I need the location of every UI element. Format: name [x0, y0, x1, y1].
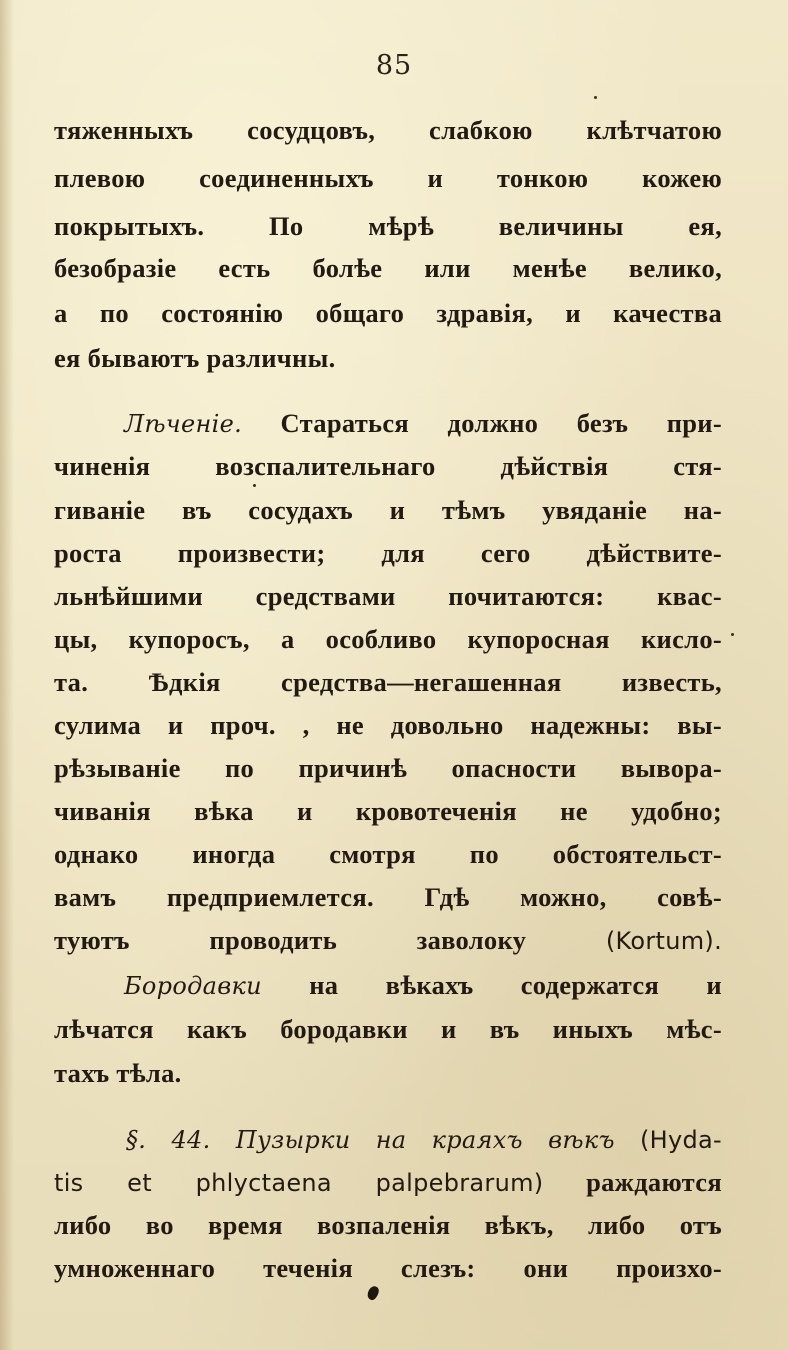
text-line: а по состоянію общаго здравія, и качества — [54, 298, 722, 328]
text-line: чиванія вѣка и кровотеченія не удобно; — [54, 796, 722, 826]
latin-reference: (Kortum). — [605, 927, 722, 955]
section-heading-italic: §. 44. Пузырки на краяхъ вѣкъ — [126, 1126, 615, 1154]
text-line: льнѣйшими средствами почитаются: квас- — [54, 581, 722, 611]
paragraph-start-line: Лѣченіе. Стараться должно безъ при- — [124, 408, 722, 438]
ink-speck — [731, 633, 734, 636]
text-line: tis et phlyctaena palpebrarum) раждаются — [54, 1167, 722, 1197]
text-line: туютъ проводить заволоку (Kortum). — [54, 925, 722, 955]
text-line: та. Ѣдкія средства—негашенная известь, — [54, 667, 722, 697]
text-line: чиненія возспалительнаго дѣйствія стя- — [54, 451, 722, 481]
text-line: цы, купоросъ, а особливо купоросная кисло- — [54, 624, 722, 654]
text-line: сулима и проч. , не довольно надежны: вы- — [54, 710, 722, 740]
text-line: тахъ тѣла. — [54, 1058, 182, 1088]
text-line: вамъ предприемлется. Гдѣ можно, совѣ- — [54, 882, 722, 912]
page-number: 85 — [375, 50, 413, 81]
text-line: тяженныхъ сосудцовъ, слабкою клѣтчатою — [54, 115, 722, 145]
ink-speck — [594, 96, 597, 99]
text-line: ея бываютъ различны. — [54, 343, 336, 373]
ink-blot — [365, 1284, 381, 1301]
text-line: покрытыхъ. По мѣрѣ величины ея, — [54, 211, 722, 241]
section-heading-line — [126, 1121, 722, 1157]
text-line: безобразіе есть болѣе или менѣе велико, — [54, 253, 722, 283]
text-line: роста произвести; для сего дѣйствите- — [54, 538, 722, 568]
heading-italic: Лѣченіе. — [124, 410, 243, 438]
paragraph-start-line: Бородавки на вѣкахъ содержатся и — [124, 970, 722, 1000]
latin-term: (Hyda- — [614, 1126, 722, 1154]
text-line: гиваніе въ сосудахъ и тѣмъ увяданіе на- — [54, 495, 722, 525]
text-line: рѣзываніе по причинѣ опасности вывора- — [54, 753, 722, 783]
latin-term: tis et phlyctaena palpebrarum) — [54, 1169, 544, 1197]
term-italic: Бородавки — [124, 972, 262, 1000]
text-line: плевою соединенныхъ и тонкою кожею — [54, 163, 722, 193]
text-line: лѣчатся какъ бородавки и въ иныхъ мѣс- — [54, 1014, 722, 1044]
ink-speck — [253, 484, 256, 487]
text-line: умноженнаго теченія слезъ: они произхо- — [54, 1253, 722, 1283]
page-edge-shadow — [0, 0, 14, 1350]
text-line: либо во время возпаленія вѣкъ, либо отъ — [54, 1210, 722, 1240]
text-line: однако иногда смотря по обстоятельст- — [54, 839, 722, 869]
